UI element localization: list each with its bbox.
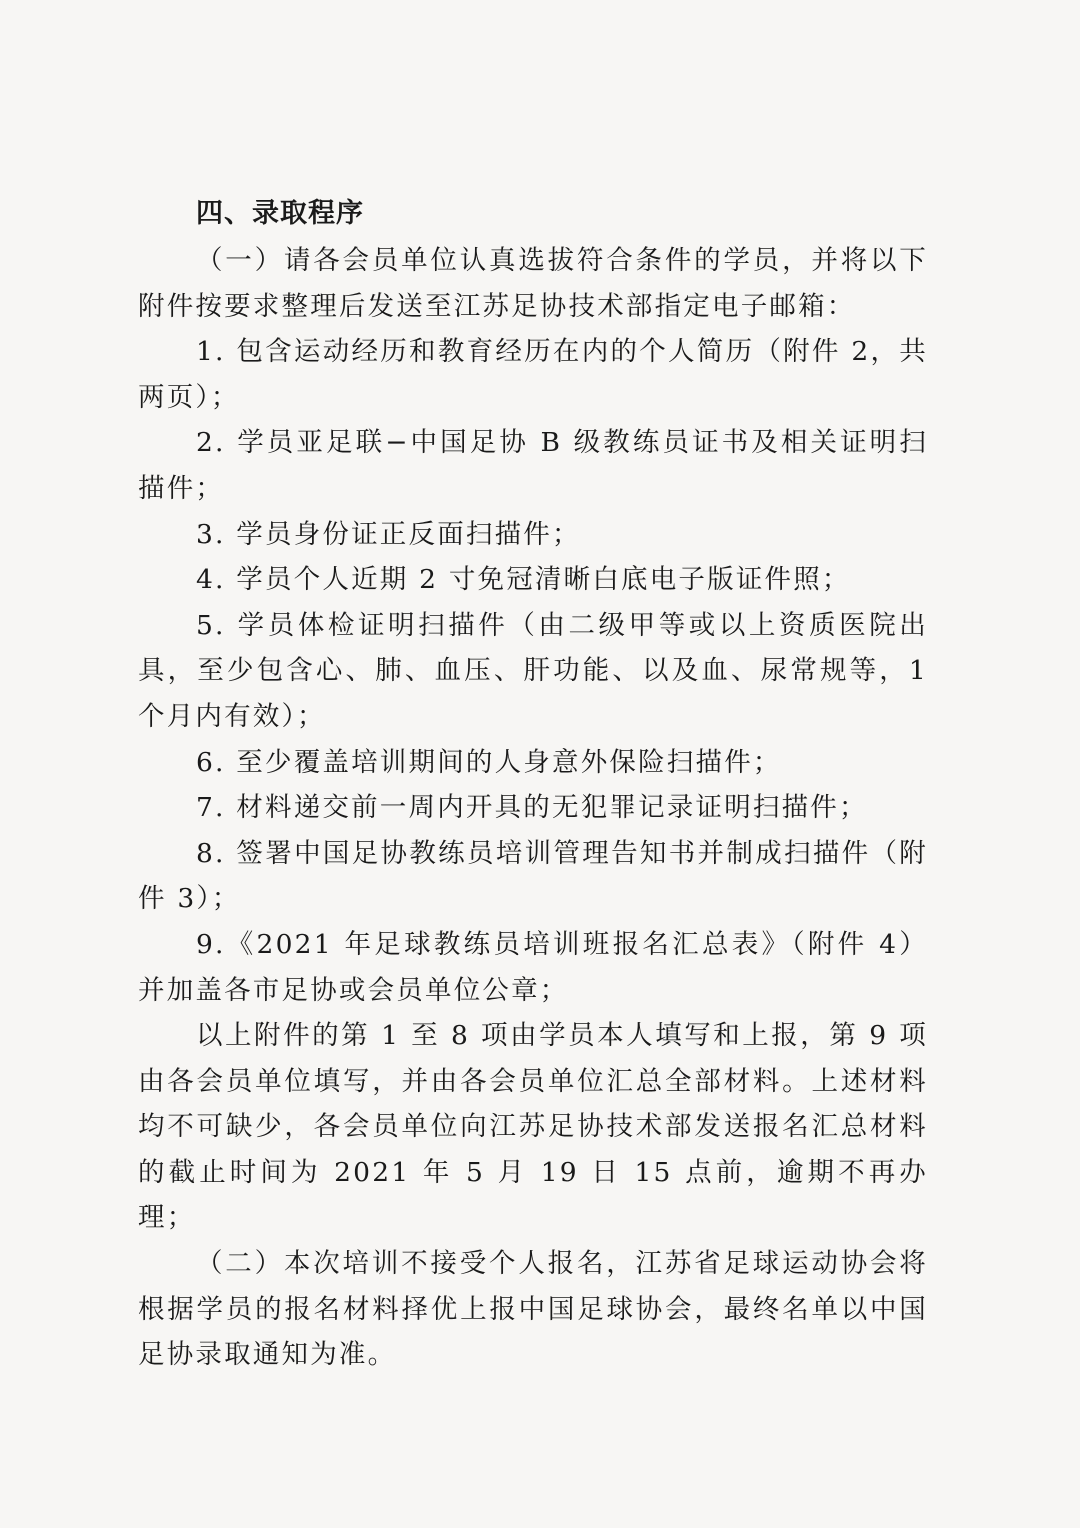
list-item-resume: 1. 包含运动经历和教育经历在内的个人简历（附件 2，共两页）；: [138, 336, 928, 413]
paragraph-submission-note: 以上附件的第 1 至 8 项由学员本人填写和上报，第 9 项由各会员单位填写，并由各会员单位汇总全部材料。上述材料均不可缺少，各会员单位向江苏足协技术部发送报名汇总材料的截止时间为 2021 年 5 月 19 日 15 点前，逾期不再办理；: [138, 1020, 928, 1234]
document-body: [138, 190, 928, 1378]
list-item-photo: 4. 学员个人近期 2 寸免冠清晰白底电子版证件照；: [196, 564, 851, 596]
list-item-notice-letter: 8. 签署中国足协教练员培训管理告知书并制成扫描件（附件 3）；: [138, 837, 928, 915]
list-item-b-license: 2. 学员亚足联−中国足协 B 级教练员证书及相关证明扫描件；: [138, 427, 928, 504]
list-item-summary-table: 9.《2021 年足球教练员培训班报名汇总表》（附件 4）并加盖各市足协或会员单位公章；: [138, 928, 928, 1006]
paragraph-admission-intro: （一）请各会员单位认真选拔符合条件的学员，并将以下附件按要求整理后发送至江苏足协技术部指定电子邮箱：: [138, 245, 928, 322]
list-item-id-card: 3. 学员身份证正反面扫描件；: [196, 518, 581, 550]
paragraph-no-individual-registration: （二）本次培训不接受个人报名，江苏省足球运动协会将根据学员的报名材料择优上报中国足球协会，最终名单以中国足协录取通知为准。: [138, 1248, 928, 1371]
list-item-medical: 5. 学员体检证明扫描件（由二级甲等或以上资质医院出具，至少包含心、肺、血压、肝功能、以及血、尿常规等，1 个月内有效）；: [138, 609, 928, 732]
list-item-no-criminal-record: 7. 材料递交前一周内开具的无犯罪记录证明扫描件；: [196, 792, 868, 824]
section-heading: 四、录取程序: [196, 198, 364, 229]
list-item-insurance: 6. 至少覆盖培训期间的人身意外保险扫描件；: [196, 746, 782, 778]
